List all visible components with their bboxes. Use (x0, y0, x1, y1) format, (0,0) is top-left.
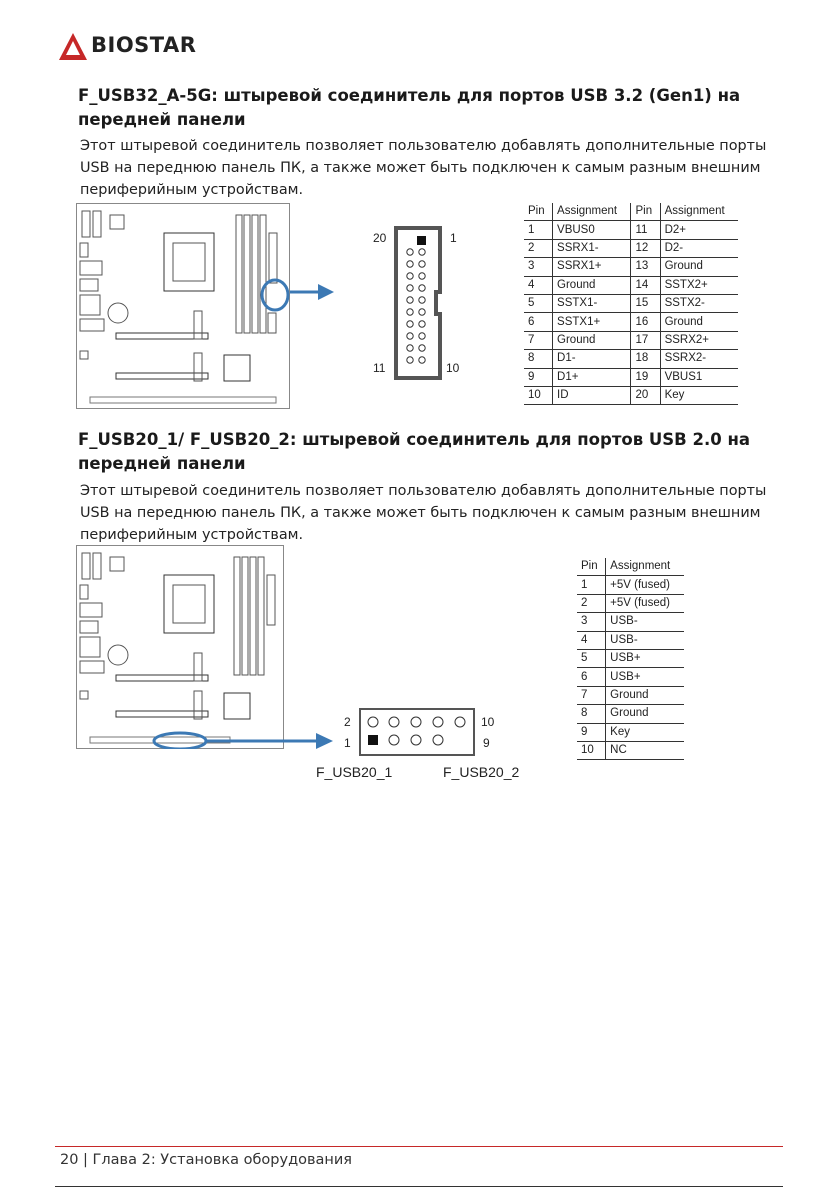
usb20-table-row (577, 705, 684, 723)
usb32-table-row (524, 239, 738, 257)
connector-name-2: F_USB20_2 (443, 764, 520, 780)
usb32-table-header-cell: Pin (524, 203, 553, 221)
brand-name: BIOSTAR (91, 33, 197, 57)
usb32-table-row (524, 386, 738, 404)
usb32-table-cell: 5 (524, 294, 553, 312)
usb32-table-cell: D2+ (660, 221, 738, 239)
usb32-table-cell: SSTX1+ (553, 313, 631, 331)
footer-divider (55, 1146, 783, 1147)
usb20-table-cell: 10 (577, 741, 606, 759)
usb20-table-cell: 8 (577, 705, 606, 723)
usb20-table-cell: 2 (577, 594, 606, 612)
biostar-logo-icon (58, 32, 88, 62)
usb32-pin-table (524, 203, 738, 405)
pin-label-11: 11 (373, 361, 386, 375)
usb32-table-row (524, 294, 738, 312)
usb32-table-cell: 10 (524, 386, 553, 404)
usb32-table-cell: 12 (631, 239, 660, 257)
usb32-table-row (524, 276, 738, 294)
usb32-table-cell: 20 (631, 386, 660, 404)
usb20-table-cell: 9 (577, 723, 606, 741)
pin-label-10b: 10 (481, 715, 495, 729)
usb32-table-cell: 13 (631, 258, 660, 276)
usb32-table-cell: VBUS0 (553, 221, 631, 239)
usb20-table-row (577, 741, 684, 759)
usb20-table-header-cell: Pin (577, 558, 606, 576)
usb32-table-cell: 7 (524, 331, 553, 349)
usb20-table-cell: USB+ (606, 649, 684, 667)
section1-text: Этот штыревой соединитель позволяет пользователю добавлять дополнительные порты USB на переднюю панель ПК, а также может быть подключен к самым разным внешним периферийным устройствам. (80, 138, 767, 198)
usb20-table-row (577, 649, 684, 667)
pin-label-1: 1 (450, 231, 457, 245)
arrow-1 (290, 282, 336, 302)
usb32-table-cell: Ground (553, 331, 631, 349)
arrow-2 (206, 731, 336, 751)
motherboard-diagram-2 (76, 545, 284, 749)
usb32-table-row (524, 313, 738, 331)
usb32-header-diagram (360, 222, 470, 382)
usb32-table-cell: Ground (660, 258, 738, 276)
page-footer: 20 | Глава 2: Установка оборудования (60, 1152, 353, 1168)
usb20-table-cell: Ground (606, 705, 684, 723)
usb20-table-cell: USB- (606, 631, 684, 649)
usb32-table-cell: SSTX2+ (660, 276, 738, 294)
usb32-table-cell: 8 (524, 350, 553, 368)
usb20-table-cell: 5 (577, 649, 606, 667)
usb32-table-header-cell: Assignment (660, 203, 738, 221)
usb20-table-row (577, 686, 684, 704)
pin-label-1b: 1 (344, 736, 351, 750)
usb20-table-cell: 6 (577, 668, 606, 686)
usb20-table-cell: NC (606, 741, 684, 759)
usb32-table-cell: Ground (660, 313, 738, 331)
usb32-table-cell: 1 (524, 221, 553, 239)
usb32-table-cell: 14 (631, 276, 660, 294)
usb20-table-row (577, 576, 684, 594)
usb32-table-cell: SSRX2+ (660, 331, 738, 349)
section2-title: F_USB20_1/ F_USB20_2: штыревой соединитель для портов USB 2.0 на передней панели (78, 430, 751, 473)
usb32-table-cell: SSRX2- (660, 350, 738, 368)
usb20-table-row (577, 668, 684, 686)
usb32-table-cell: 19 (631, 368, 660, 386)
usb20-pin-table (577, 558, 684, 760)
usb20-table-row (577, 631, 684, 649)
usb20-table-cell: +5V (fused) (606, 594, 684, 612)
usb32-table-cell: VBUS1 (660, 368, 738, 386)
usb32-table-cell: 11 (631, 221, 660, 239)
pin-label-9: 9 (483, 736, 490, 750)
usb20-table-cell: +5V (fused) (606, 576, 684, 594)
usb20-table-cell: 3 (577, 613, 606, 631)
usb32-table-header-cell: Pin (631, 203, 660, 221)
usb32-table-cell: 2 (524, 239, 553, 257)
usb20-table-cell: USB- (606, 613, 684, 631)
usb20-header-diagram (340, 706, 520, 758)
usb32-table-cell: Ground (553, 276, 631, 294)
usb32-table-cell: D1- (553, 350, 631, 368)
motherboard-diagram-1 (76, 203, 290, 409)
usb32-table-cell: 15 (631, 294, 660, 312)
usb32-table-cell: D2- (660, 239, 738, 257)
usb32-table-cell: SSTX1- (553, 294, 631, 312)
usb20-table-header-row (577, 558, 684, 576)
usb32-table-cell: 6 (524, 313, 553, 331)
usb32-table-cell: 17 (631, 331, 660, 349)
usb32-table-row (524, 331, 738, 349)
usb32-table-row (524, 221, 738, 239)
biostar-logo (58, 30, 208, 62)
usb20-table-cell: USB+ (606, 668, 684, 686)
pin-label-2: 2 (344, 715, 351, 729)
usb32-table-header-cell: Assignment (553, 203, 631, 221)
usb32-table-header-row (524, 203, 738, 221)
usb32-table-cell: SSTX2- (660, 294, 738, 312)
usb20-table-header-cell: Assignment (606, 558, 684, 576)
usb20-table-cell: 4 (577, 631, 606, 649)
usb32-table-cell: D1+ (553, 368, 631, 386)
section1-title: F_USB32_A-5G: штыревой соединитель для портов USB 3.2 (Gen1) на передней панели (78, 86, 741, 129)
usb20-table-row (577, 723, 684, 741)
usb20-table-cell: 1 (577, 576, 606, 594)
usb32-table-row (524, 368, 738, 386)
usb20-table-cell: Ground (606, 686, 684, 704)
usb20-table-row (577, 594, 684, 612)
connector-name-1: F_USB20_1 (316, 764, 393, 780)
pin-label-10: 10 (446, 361, 460, 375)
usb32-table-cell: SSRX1- (553, 239, 631, 257)
usb20-table-cell: Key (606, 723, 684, 741)
usb32-table-row (524, 258, 738, 276)
usb32-table-cell: 4 (524, 276, 553, 294)
usb20-table-row (577, 613, 684, 631)
usb32-table-cell: SSRX1+ (553, 258, 631, 276)
pin-label-20: 20 (373, 231, 387, 245)
footer-bottom-rule (55, 1186, 783, 1187)
usb32-table-cell: 3 (524, 258, 553, 276)
usb32-table-row (524, 350, 738, 368)
section2-text: Этот штыревой соединитель позволяет пользователю добавлять дополнительные порты USB на переднюю панель ПК, а также может быть подключен к самым разным внешним периферийным устройствам. (80, 483, 767, 543)
usb20-table-cell: 7 (577, 686, 606, 704)
usb32-table-cell: 16 (631, 313, 660, 331)
usb32-table-cell: Key (660, 386, 738, 404)
usb32-table-cell: 18 (631, 350, 660, 368)
usb32-table-cell: ID (553, 386, 631, 404)
usb32-table-cell: 9 (524, 368, 553, 386)
